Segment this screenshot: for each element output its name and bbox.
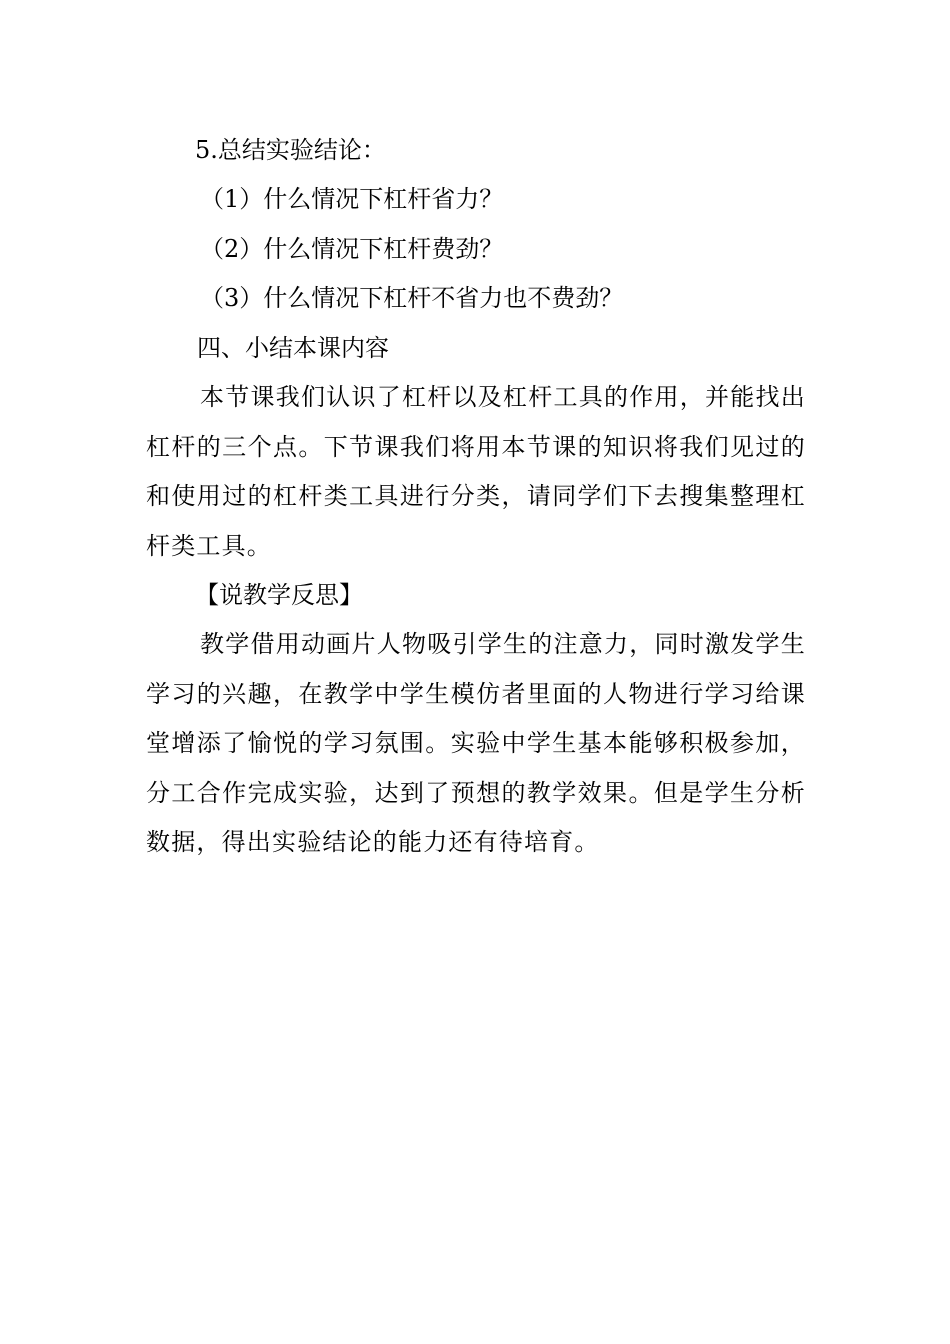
step5-heading: 5.总结实验结论： (195, 136, 386, 164)
reflection-heading: 【说教学反思】 (195, 581, 363, 609)
conclusion-question-3: （3）什么情况下杠杆不省力也不费劲？ (200, 284, 624, 312)
conclusion-question-1: （1）什么情况下杠杆省力？ (200, 185, 504, 213)
section4-heading: 四、小结本课内容 (197, 334, 389, 362)
summary-paragraph: 本节课我们认识了杠杆以及杠杆工具的作用，并能找出杠杆的三个点。下节课我们将用本节课的知识将我们见过的和使用过的杠杆类工具进行分类，请同学们下去搜集整理杠杆类工具。 (146, 383, 806, 560)
reflection-paragraph: 教学借用动画片人物吸引学生的注意力，同时激发学生学习的兴趣，在教学中学生模仿者里面的人物进行学习给课堂增添了愉悦的学习氛围。实验中学生基本能够积极参加，分工合作完成实验，达到了预想的教学效果。但是学生分析数据，得出实验结论的能力还有待培育。 (146, 630, 806, 856)
conclusion-question-2: （2）什么情况下杠杆费劲？ (200, 235, 504, 263)
